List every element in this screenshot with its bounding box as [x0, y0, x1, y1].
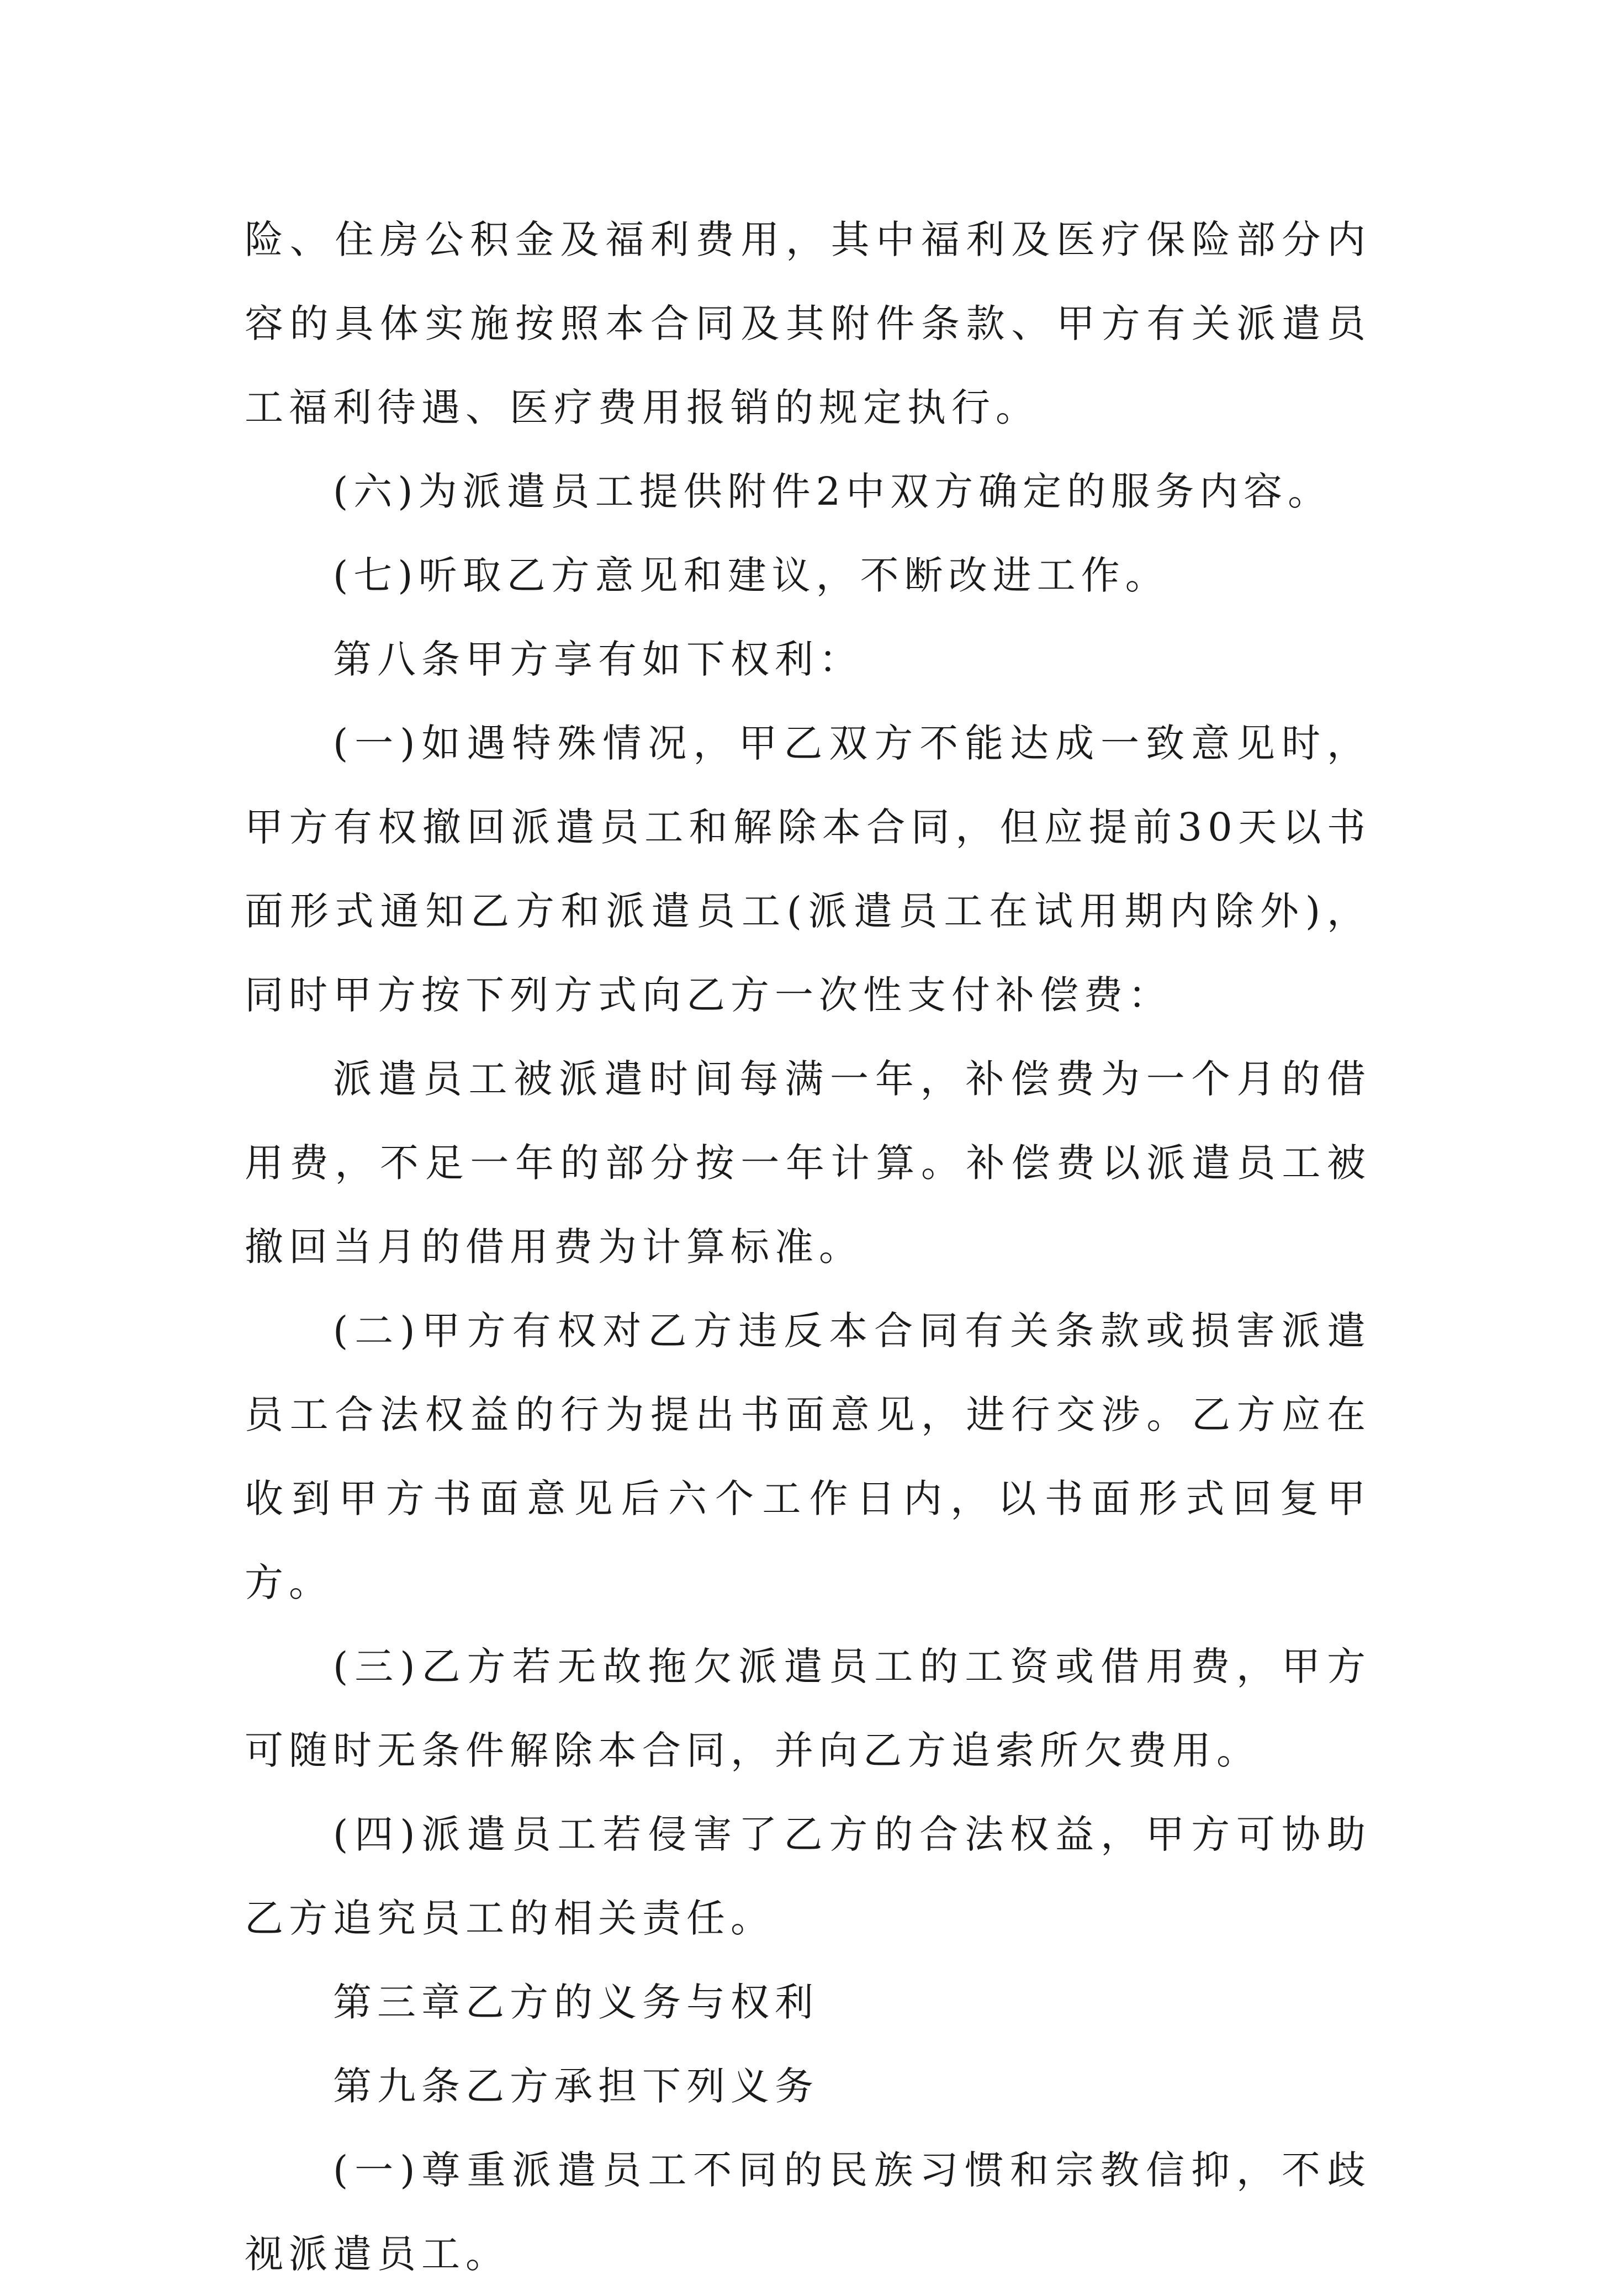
paragraph-8: (三)乙方若无故拖欠派遣员工的工资或借用费，甲方可随时无条件解除本合同，并向乙方追索所欠费用。: [245, 1644, 1371, 1773]
document-body: [245, 198, 1371, 2296]
chapter-3-heading: 第三章乙方的义务与权利: [333, 1980, 819, 2025]
paragraph-1: 险、住房公积金及福利费用，其中福利及医疗保险部分内容的具体实施按照本合同及其附件条款、甲方有关派遣员工福利待遇、医疗费用报销的规定执行。: [245, 217, 1371, 430]
paragraph-5: (一)如遇特殊情况，甲乙双方不能达成一致意见时，甲方有权撤回派遣员工和解除本合同，但应提前30天以书面形式通知乙方和派遣员工(派遣员工在试用期内除外)，同时甲方按下列方式向乙方一次性支付补偿费：: [245, 721, 1371, 1018]
paragraph-9: (四)派遣员工若侵害了乙方的合法权益，甲方可协助乙方追究员工的相关责任。: [245, 1812, 1371, 1941]
article-8-heading: 第八条甲方享有如下权利：: [333, 637, 863, 682]
paragraph-12: (一)尊重派遣员工不同的民族习惯和宗教信抑，不歧视派遣员工。: [245, 2147, 1371, 2277]
paragraph-7: (二)甲方有权对乙方违反本合同有关条款或损害派遣员工合法权益的行为提出书面意见，进行交涉。乙方应在收到甲方书面意见后六个工作日内，以书面形式回复甲方。: [245, 1308, 1371, 1605]
paragraph-2: (六)为派遣员工提供附件2中双方确定的服务内容。: [333, 469, 1332, 514]
article-9-heading: 第九条乙方承担下列义务: [333, 2064, 819, 2109]
paragraph-3: (七)听取乙方意见和建议，不断改进工作。: [333, 553, 1170, 598]
paragraph-6: 派遣员工被派遣时间每满一年，补偿费为一个月的借用费，不足一年的部分按一年计算。补偿费以派遣员工被撤回当月的借用费为计算标准。: [245, 1056, 1371, 1269]
